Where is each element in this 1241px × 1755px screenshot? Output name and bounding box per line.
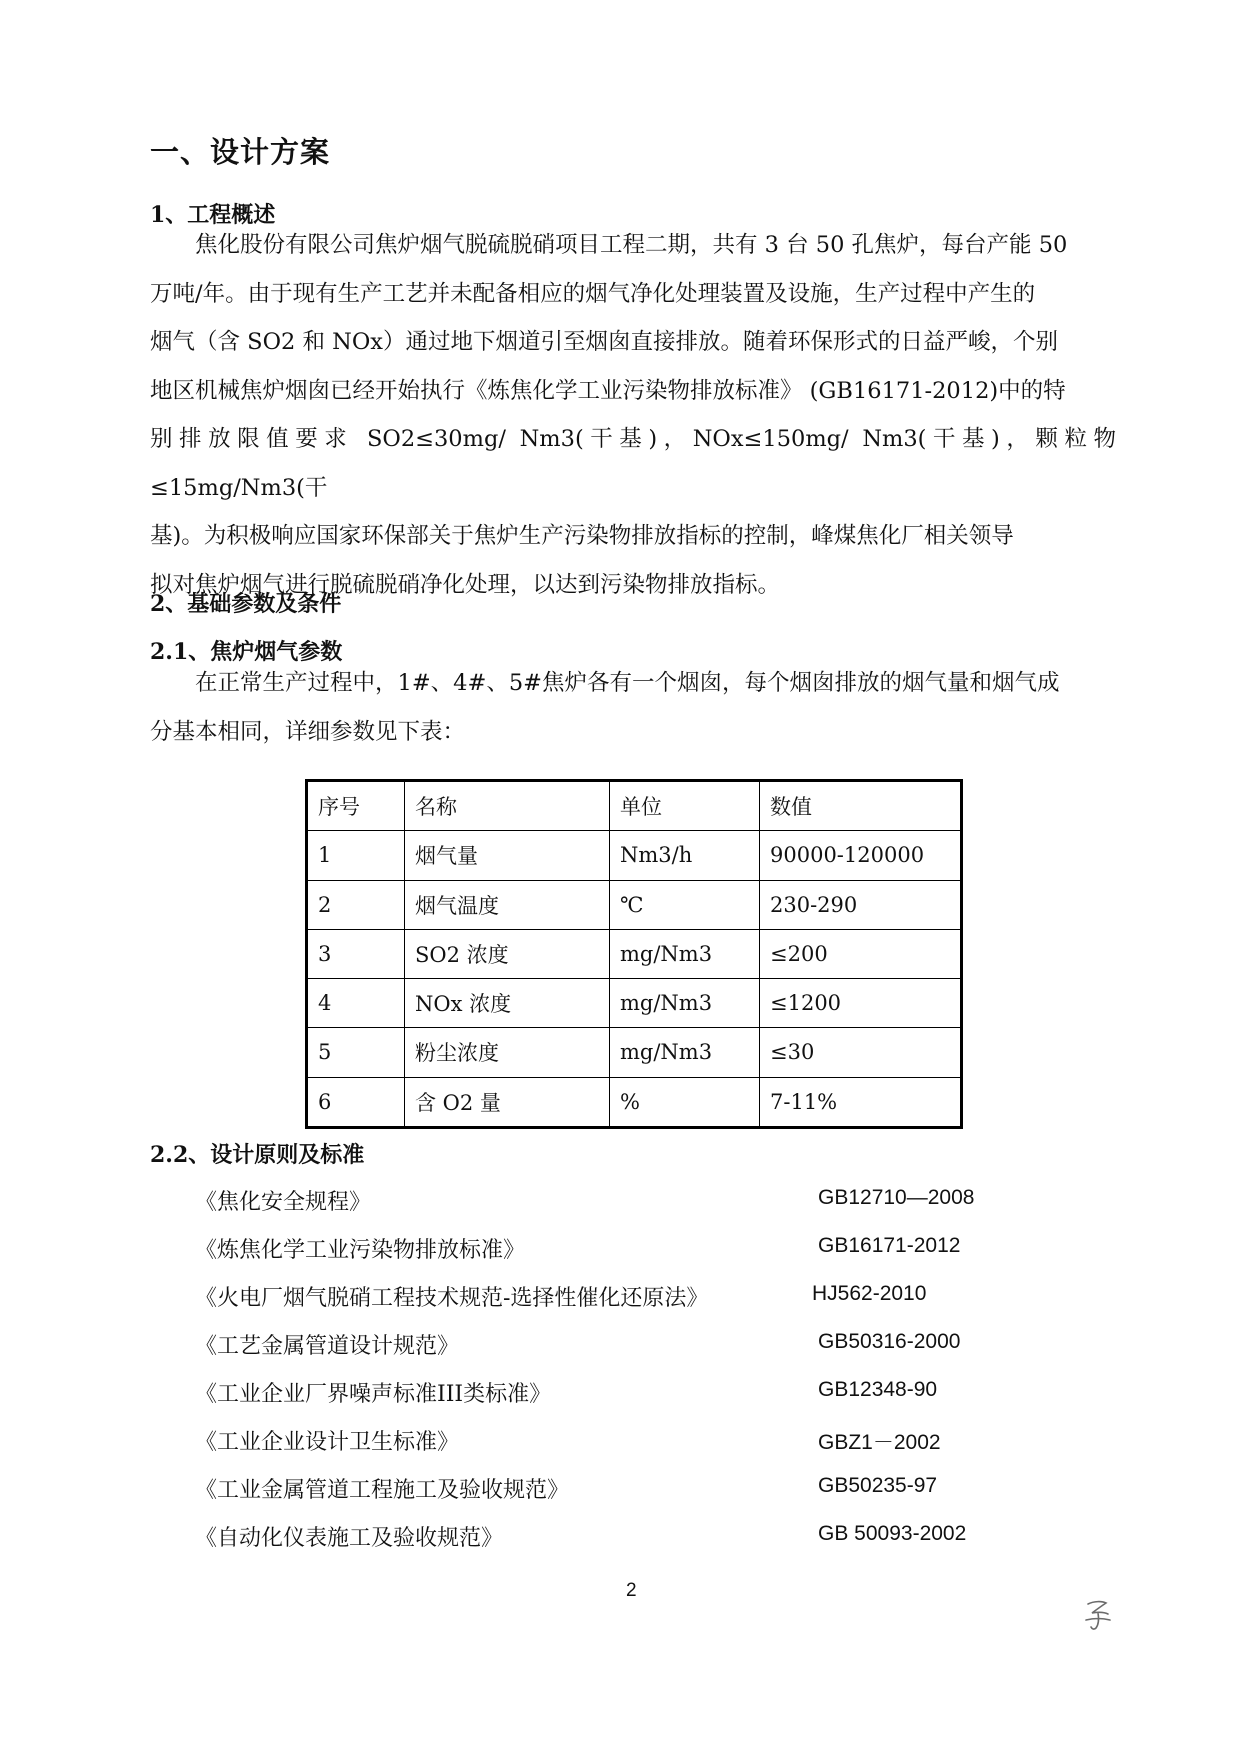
standard-name: 《自动化仪表施工及验收规范》 (195, 1526, 504, 1551)
table-cell: 4 (307, 979, 405, 1028)
standard-name: 《焦化安全规程》 (195, 1190, 372, 1215)
section-heading-design-standards: 2.2、设计原则及标准 (150, 1142, 365, 1168)
table-cell: 7-11% (760, 1077, 962, 1127)
standard-code: GBZ1－2002 (818, 1431, 941, 1454)
standard-name: 《工业金属管道工程施工及验收规范》 (195, 1478, 570, 1503)
standard-name: 《工艺金属管道设计规范》 (195, 1334, 460, 1359)
overview-paragraph (150, 221, 1116, 609)
standard-name: 《工业企业设计卫生标准》 (195, 1430, 460, 1455)
table-cell: 烟气温度 (405, 880, 610, 929)
table-cell: mg/Nm3 (610, 979, 760, 1028)
table-row (307, 1077, 962, 1127)
section-heading-basic-params: 2、基础参数及条件 (150, 591, 342, 617)
standard-code: GB50316-2000 (818, 1330, 961, 1353)
table-row (307, 979, 962, 1028)
standard-name: 《火电厂烟气脱硝工程技术规范-选择性催化还原法》 (195, 1286, 709, 1311)
text-line: 别排放限值要求 SO2≤30mg/ Nm3(干基)，NOx≤150mg/ Nm3(干基)，颗粒物≤15mg/Nm3(干 (150, 426, 1116, 501)
section-heading-overview: 1、工程概述 (150, 202, 276, 228)
table-header-cell: 名称 (405, 781, 610, 831)
table-cell: 粉尘浓度 (405, 1028, 610, 1077)
table-cell: SO2 浓度 (405, 929, 610, 978)
table-cell: 含 O2 量 (405, 1077, 610, 1127)
table-header-cell: 序号 (307, 781, 405, 831)
table-cell: 230-290 (760, 880, 962, 929)
text-line: 基)。为积极响应国家环保部关于焦炉生产污染物排放指标的控制，峰煤焦化厂相关领导 (150, 523, 1014, 549)
standard-code: GB16171-2012 (818, 1234, 961, 1257)
table-cell: 3 (307, 929, 405, 978)
table-row (307, 831, 962, 880)
text-line: 在正常生产过程中，1#、4#、5#焦炉各有一个烟囱，每个烟囱排放的烟气量和烟气成 (195, 670, 1060, 696)
table-cell: 烟气量 (405, 831, 610, 880)
standard-code: HJ562-2010 (812, 1282, 927, 1305)
table-row (307, 1028, 962, 1077)
table-cell: 90000-120000 (760, 831, 962, 880)
table-cell: mg/Nm3 (610, 1028, 760, 1077)
standard-name: 《工业企业厂界噪声标准III类标准》 (195, 1382, 552, 1407)
standard-name: 《炼焦化学工业污染物排放标准》 (195, 1238, 526, 1263)
table-cell: mg/Nm3 (610, 929, 760, 978)
text-line: 烟气（含 SO2 和 NOx）通过地下烟道引至烟囱直接排放。随着环保形式的日益严峻，个别 (150, 329, 1058, 355)
standard-code: GB12348-90 (818, 1378, 938, 1401)
handwritten-signature-mark (1080, 1595, 1116, 1639)
table-cell: ℃ (610, 880, 760, 929)
table-cell: NOx 浓度 (405, 979, 610, 1028)
table-cell: 6 (307, 1077, 405, 1127)
table-cell: 2 (307, 880, 405, 929)
text-line: 分基本相同，详细参数见下表： (150, 718, 466, 745)
table-header-row (307, 781, 962, 831)
table-cell: 5 (307, 1028, 405, 1077)
standard-code: GB 50093-2002 (818, 1522, 967, 1545)
table-cell: ≤200 (760, 929, 962, 978)
page-number: 2 (626, 1580, 637, 1601)
standard-code: GB50235-97 (818, 1474, 938, 1497)
text-line: 拟对焦炉烟气进行脱硫脱硝净化处理，以达到污染物排放指标。 (150, 571, 781, 598)
table-row (307, 929, 962, 978)
table-cell: % (610, 1077, 760, 1127)
signature-icon (1080, 1595, 1116, 1635)
flue-gas-paragraph (150, 659, 1116, 756)
table-cell: ≤30 (760, 1028, 962, 1077)
standard-code: GB12710—2008 (818, 1186, 975, 1209)
section-heading-flue-gas-params: 2.1、焦炉烟气参数 (150, 639, 343, 665)
text-line: 焦化股份有限公司焦炉烟气脱硫脱硝项目工程二期，共有 3 台 50 孔焦炉，每台产能 50 (195, 232, 1068, 258)
table-cell: 1 (307, 831, 405, 880)
text-line: 万吨/年。由于现有生产工艺并未配备相应的烟气净化处理装置及设施，生产过程中产生的 (150, 280, 1036, 307)
table-cell: Nm3/h (610, 831, 760, 880)
page-title: 一、设计方案 (150, 135, 331, 169)
text-line: 地区机械焦炉烟囱已经开始执行《炼焦化学工业污染物排放标准》 (GB16171-2012)中的特 (150, 377, 1066, 404)
flue-gas-parameter-table (305, 779, 963, 1129)
table-header-cell: 数值 (760, 781, 962, 831)
table-header-cell: 单位 (610, 781, 760, 831)
table-cell: ≤1200 (760, 979, 962, 1028)
table-row (307, 880, 962, 929)
